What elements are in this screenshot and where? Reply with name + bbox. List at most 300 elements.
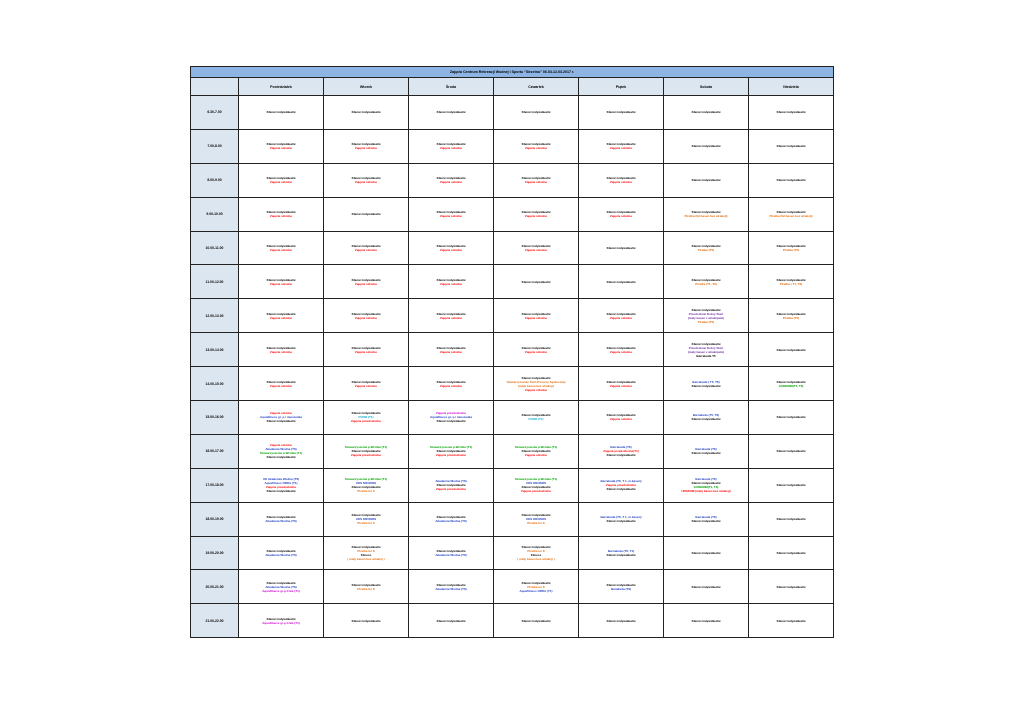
activity-entry: Akademia Wodna (T6) [435, 519, 467, 524]
activity-entry: Klienci indywidualni [266, 345, 296, 350]
activity-entry: Klienci indywidualni [521, 449, 551, 454]
activity-entry: Klienci indywidualni [776, 110, 806, 115]
schedule-cell [664, 197, 749, 231]
activity-entry: Zajęcia przedszkolne [435, 487, 466, 492]
activity-entry: Zajęcia szkolne [269, 443, 292, 448]
activity-entry: Klienci indywidualni [266, 379, 296, 384]
activity-entry: FOOD (T1) [528, 417, 544, 422]
activity-entry: Piratka (fal basen bez atrakcji) [769, 214, 813, 219]
activity-entry: Zajęcia szkolne [609, 417, 632, 422]
activity-entry: Klienci indywidualni [521, 244, 551, 248]
schedule-cell [239, 265, 324, 299]
schedule-cell [494, 367, 579, 401]
time-slot-label: 15.00-16.00 [191, 401, 239, 435]
activity-entry: Klienci indywidualni [266, 210, 296, 215]
activity-entry: Klienci indywidualni [521, 210, 551, 215]
schedule-cell [579, 604, 664, 638]
activity-entry: Klienci indywidualni [436, 244, 466, 248]
schedule-cell [409, 333, 494, 367]
activity-entry: Klienci indywidualni [436, 549, 466, 554]
activity-entry: Zajęcia szkolne [354, 180, 377, 185]
time-slot-label: 11.00-12.00 [191, 265, 239, 299]
schedule-cell [409, 502, 494, 536]
activity-entry: Klienci indywidualni [606, 176, 636, 181]
activity-entry: Klienci indywidualni [776, 415, 806, 420]
activity-entry: Klienci indywidualni [691, 307, 721, 312]
time-slot-label: 14.00-15.00 [191, 367, 239, 401]
schedule-cell [324, 129, 409, 163]
activity-entry: Klienci indywidualni [691, 178, 721, 183]
activity-entry: Zajęcia szkolne [524, 248, 547, 252]
time-slot-row [191, 434, 834, 468]
activity-entry: Klienci indywidualni [691, 481, 721, 486]
activity-entry: Klienci indywidualni [351, 212, 381, 217]
schedule-cell [409, 434, 494, 468]
activity-entry: Fitness [360, 553, 372, 558]
activity-entry: Klienci indywidualni [436, 483, 466, 488]
schedule-cell [749, 333, 834, 367]
day-header-thursday: Czwartek [494, 78, 579, 96]
schedule-cell [494, 265, 579, 299]
activity-entry: Barrakuda T5 [696, 353, 716, 358]
time-slot-label: 12.00-13.00 [191, 299, 239, 333]
activity-entry: Klienci indywidualni [606, 519, 636, 524]
schedule-cell [664, 434, 749, 468]
activity-entry: Barrakuda (T6) [695, 477, 717, 482]
schedule-cell [239, 197, 324, 231]
activity-entry: Klienci indywidualni [351, 485, 381, 490]
activity-entry: Klienci indywidualni [351, 379, 381, 384]
activity-entry: Zajęcia szkolne [354, 146, 377, 151]
time-slot-label: 6.30-7.00 [191, 96, 239, 130]
activity-entry: Klienci indywidualni [606, 246, 636, 250]
activity-entry: Klienci indywidualni [606, 279, 636, 284]
schedule-cell [664, 333, 749, 367]
activity-entry: Piratka ter 8 [357, 586, 375, 591]
title-row [191, 67, 834, 78]
schedule-cell [494, 231, 579, 265]
schedule-cell [664, 265, 749, 299]
activity-entry: Klienci indywidualni [606, 210, 636, 215]
activity-entry: Stowarzyszenie p.Wrotka (T1) [429, 445, 473, 450]
activity-entry: Klienci indywidualni [521, 413, 551, 418]
schedule-cell [239, 502, 324, 536]
activity-entry: Klienci indywidualni [606, 413, 636, 418]
activity-entry: Barrakuda (T6) [695, 515, 717, 520]
schedule-title: Zajęcia Centrum Rekreacji Wodnej i Sportu "Strzelnu" 06.03-12.03.2017 r. [191, 67, 834, 78]
activity-entry: Klienci indywidualni [691, 551, 721, 556]
schedule-table [190, 66, 834, 638]
activity-entry: Zajęcia szkolne [609, 349, 632, 354]
schedule-cell [324, 367, 409, 401]
schedule-cell [324, 434, 409, 468]
activity-entry: Klienci indywidualni [606, 345, 636, 350]
day-header-friday: Piątek [579, 78, 664, 96]
schedule-cell [579, 231, 664, 265]
schedule-cell [664, 231, 749, 265]
schedule-cell [324, 163, 409, 197]
schedule-cell [579, 163, 664, 197]
activity-entry: Klienci indywidualni [436, 618, 466, 623]
activity-entry: Zajęcia szkolne [524, 453, 547, 458]
schedule-body [191, 96, 834, 638]
schedule-cell [409, 570, 494, 604]
schedule-cell [664, 536, 749, 570]
activity-entry: Zajęcia szkolne [439, 281, 462, 286]
schedule-cell [579, 570, 664, 604]
day-header-monday: Poniedziałek [239, 78, 324, 96]
activity-entry: Klienci indywidualni [776, 483, 806, 488]
activity-entry: Aquafitness ORKA (T1) [519, 588, 553, 593]
activity-entry: Zajęcia przedszkolne [520, 489, 551, 494]
schedule-cell [409, 197, 494, 231]
activity-entry: Klienci indywidualni [606, 453, 636, 458]
activity-entry: Klienci indywidualni [266, 419, 296, 424]
activity-entry: Klienci indywidualni [776, 178, 806, 183]
activity-entry: Klienci indywidualni [606, 110, 636, 115]
activity-entry: Barrakuda (T6, T1) [607, 549, 635, 554]
activity-entry: Klienci indywidualni [351, 545, 381, 550]
activity-entry: UKS KRONOS [525, 481, 547, 486]
schedule-cell [494, 96, 579, 130]
schedule-cell [239, 536, 324, 570]
activity-entry: Fitness [530, 553, 542, 558]
time-slot-label: 21.00-22.00 [191, 604, 239, 638]
activity-entry: Klienci indywidualni [351, 449, 381, 454]
schedule-cell [409, 604, 494, 638]
activity-entry: Klienci indywidualni [266, 455, 296, 460]
schedule-cell [239, 468, 324, 502]
activity-entry: Klienci indywidualni [266, 277, 296, 282]
time-slot-label: 10.00-11.00 [191, 231, 239, 265]
activity-entry: Zajęcia szkolne [524, 387, 547, 392]
activity-entry: Klienci indywidualni [776, 144, 806, 149]
activity-entry: Aquafitness gr. p./ mieszanka [429, 415, 472, 420]
schedule-cell [579, 468, 664, 502]
schedule-cell [239, 367, 324, 401]
time-slot-label: 7.00-8.00 [191, 129, 239, 163]
day-header-tuesday: Wtorek [324, 78, 409, 96]
activity-entry: Klienci indywidualni [521, 375, 551, 380]
activity-entry: GUDEMBI(T1, T6) [693, 485, 719, 490]
schedule-cell [579, 197, 664, 231]
activity-entry: Klienci indywidualni [521, 176, 551, 181]
activity-entry: Klienci indywidualni [436, 515, 466, 520]
time-slot-row [191, 231, 834, 265]
activity-entry: Piratka (T5) [782, 315, 800, 320]
time-slot-row [191, 570, 834, 604]
activity-entry: Klienci indywidualni [691, 244, 721, 248]
schedule-cell [749, 434, 834, 468]
activity-entry: Zajęcia szkolne [269, 349, 292, 354]
activity-entry: Piratka (fal basen bez atrakcji) [684, 214, 728, 219]
schedule-cell [579, 536, 664, 570]
activity-entry: Aquafitness gr. p./ mieszanka [259, 415, 302, 420]
activity-entry: Zajęcia szkolne [354, 248, 377, 252]
activity-entry: Klienci indywidualni [521, 279, 551, 284]
schedule-cell [324, 570, 409, 604]
time-slot-row [191, 502, 834, 536]
schedule-cell [239, 333, 324, 367]
schedule-cell [664, 96, 749, 130]
activity-entry: Klienci indywidualni [266, 142, 296, 147]
schedule-cell [494, 163, 579, 197]
schedule-cell [664, 604, 749, 638]
activity-entry: Klienci indywidualni [776, 551, 806, 556]
activity-entry: Stowarzyszenie p.Wrotka (T1) [259, 451, 303, 456]
activity-entry: Zajęcia szkolne [439, 214, 462, 219]
activity-entry: Piratka (T1, T6) [695, 281, 717, 286]
schedule-cell [409, 299, 494, 333]
activity-entry: UK Akademia Wodna (T6) [262, 477, 300, 482]
activity-entry: Klienci indywidualni [521, 485, 551, 490]
schedule-cell [324, 401, 409, 435]
schedule-cell [324, 333, 409, 367]
activity-entry: Klienci indywidualni [776, 618, 806, 623]
activity-entry: Klienci indywidualni [776, 584, 806, 589]
time-slot-row [191, 367, 834, 401]
activity-entry: Klienci indywidualni [606, 311, 636, 316]
activity-entry: UKS KRONOS [355, 517, 377, 522]
schedule-cell [494, 197, 579, 231]
activity-entry: Stowarzyszenie p.Wrotka (T1) [344, 445, 388, 450]
activity-entry: Zajęcia przedszkolne [435, 453, 466, 458]
activity-entry: Zajęcia szkolne [609, 383, 632, 388]
activity-entry: Klienci indywidualni [436, 142, 466, 147]
activity-entry: Klienci indywidualni [266, 549, 296, 554]
activity-entry: Zajęcia szkolne [439, 248, 462, 252]
schedule-cell [579, 129, 664, 163]
day-header-row [191, 78, 834, 96]
schedule-cell [239, 163, 324, 197]
time-slot-row [191, 265, 834, 299]
activity-entry: (mały basen z atrakcjami) [687, 349, 725, 354]
schedule-cell [239, 299, 324, 333]
activity-entry: Akademia Wodna (T6) [265, 447, 297, 452]
activity-entry: Klienci indywidualni [436, 419, 466, 424]
activity-entry: Klienci indywidualni [266, 616, 296, 621]
activity-entry: UKS KRONOS [355, 481, 377, 486]
activity-entry: Zajęcia szkolne [439, 146, 462, 151]
activity-entry: Klienci indywidualni [691, 110, 721, 115]
activity-entry: Zajęcia szkolne [524, 349, 547, 354]
activity-entry: Klienci indywidualni [436, 379, 466, 384]
activity-entry: Zajęcia szkolne [524, 180, 547, 185]
activity-entry: Zajęcia szkolne [609, 146, 632, 151]
activity-entry: Klienci indywidualni [521, 513, 551, 518]
activity-entry: Przedszkole Dobry Start [688, 345, 724, 350]
schedule-cell [239, 401, 324, 435]
activity-entry: Klienci indywidualni [776, 210, 806, 215]
time-slot-row [191, 197, 834, 231]
schedule-cell [409, 129, 494, 163]
activity-entry: Klienci indywidualni [266, 176, 296, 181]
activity-entry: Klienci indywidualni [521, 618, 551, 623]
activity-entry: Klienci indywidualni [436, 582, 466, 587]
time-header-corner [191, 78, 239, 96]
activity-entry: Piratka ter 8 [357, 489, 375, 494]
activity-entry: Akademia Wodna (T6) [265, 519, 297, 524]
schedule-cell [324, 96, 409, 130]
time-slot-label: 17.00-18.00 [191, 468, 239, 502]
activity-entry: Piratka ter 8 [527, 584, 545, 589]
activity-entry: Klienci indywidualni [776, 347, 806, 352]
activity-entry: Klienci indywidualni [691, 383, 721, 388]
activity-entry: Zajęcia szkolne [354, 281, 377, 286]
time-slot-row [191, 96, 834, 130]
schedule-cell [749, 367, 834, 401]
activity-entry: Klienci indywidualni [436, 210, 466, 215]
schedule-cell [324, 468, 409, 502]
activity-entry: Zajęcia szkolne [269, 281, 292, 286]
schedule-cell [664, 367, 749, 401]
day-header-saturday: Sobota [664, 78, 749, 96]
activity-entry: Klienci indywidualni [436, 345, 466, 350]
activity-entry: Zajęcia szkolne [269, 383, 292, 388]
activity-entry: Akademia Wodna (T6) [435, 553, 467, 558]
activity-entry: Zajęcia szkolne [439, 383, 462, 388]
time-slot-row [191, 604, 834, 638]
schedule-cell [579, 434, 664, 468]
time-slot-label: 16.00-17.00 [191, 434, 239, 468]
activity-entry: Zajęcia szkolne [354, 315, 377, 320]
schedule-cell [239, 231, 324, 265]
activity-entry: Klienci indywidualni [436, 277, 466, 282]
activity-entry: Klienci indywidualni [606, 142, 636, 147]
schedule-cell [749, 570, 834, 604]
schedule-cell [749, 604, 834, 638]
activity-entry: Barrakuda (T5, T6) [692, 413, 720, 418]
activity-entry: Zajęcia szkolne [524, 146, 547, 151]
activity-entry: Klienci indywidualni [521, 110, 551, 115]
activity-entry: Stowarzyszenie p.Wrotka (T1) [514, 477, 558, 482]
activity-entry: Piratka ter 8 [357, 549, 375, 554]
schedule-cell [579, 333, 664, 367]
schedule-cell [494, 434, 579, 468]
day-header-sunday: Niedziela [749, 78, 834, 96]
activity-entry: Klienci indywidualni [691, 341, 721, 346]
activity-entry: Klienci indywidualni [351, 110, 381, 115]
activity-entry: Zajęcia przedszkolne [605, 483, 636, 488]
activity-entry: Klienci indywidualni [266, 244, 296, 248]
activity-entry: Klienci indywidualni [436, 449, 466, 454]
activity-entry: Klienci indywidualni [776, 449, 806, 454]
activity-entry: Klienci indywidualni [521, 580, 551, 585]
schedule-cell [494, 129, 579, 163]
activity-entry: Klienci indywidualni [351, 513, 381, 518]
schedule-cell [749, 265, 834, 299]
time-slot-row [191, 536, 834, 570]
activity-entry: Piratka (T5) [782, 248, 800, 252]
activity-entry: Zajęcia przedszkolne [350, 453, 381, 458]
schedule-cell [579, 367, 664, 401]
time-slot-row [191, 129, 834, 163]
activity-entry: Akademia Wodna (T6) [435, 479, 467, 484]
activity-entry: Klienci indywidualni [691, 451, 721, 456]
time-slot-label: 8.00-9.00 [191, 163, 239, 197]
schedule-cell [409, 367, 494, 401]
activity-entry: Klienci indywidualni [521, 142, 551, 147]
schedule-cell [749, 231, 834, 265]
activity-entry: Klienci indywidualni [351, 176, 381, 181]
schedule-cell [494, 401, 579, 435]
schedule-cell [409, 96, 494, 130]
activity-entry: Zajęcia szkolne [269, 214, 292, 219]
schedule-cell [324, 502, 409, 536]
schedule-cell [409, 163, 494, 197]
schedule-cell [749, 129, 834, 163]
activity-entry: Klienci indywidualni [351, 142, 381, 147]
activity-entry: Zajęcia szkolne [524, 214, 547, 219]
day-header-wednesday: Środa [409, 78, 494, 96]
time-slot-label: 13.00-14.00 [191, 333, 239, 367]
activity-entry: Klienci indywidualni [776, 517, 806, 522]
schedule-cell [494, 536, 579, 570]
activity-entry: Klienci indywidualni [436, 176, 466, 181]
activity-entry: Stowarzyszenie Stoń Pomocy Społecznej [506, 379, 566, 384]
schedule-cell [579, 401, 664, 435]
schedule-cell [494, 604, 579, 638]
activity-entry: Klienci indywidualni [436, 311, 466, 316]
schedule-cell [579, 299, 664, 333]
schedule-cell [324, 231, 409, 265]
schedule-cell [749, 502, 834, 536]
activity-entry: Piratka (T5) [697, 319, 715, 324]
activity-entry: Zajęcia przedszkolne(T1) [603, 449, 639, 454]
activity-entry: Zajęcia przedszkolne [350, 419, 381, 424]
activity-entry: Klienci indywidualni [691, 210, 721, 215]
activity-entry: Klienci indywidualni [266, 489, 296, 494]
schedule-cell [664, 129, 749, 163]
activity-entry: Akademia Wodna (T6) [265, 584, 297, 589]
activity-entry: Barakuda (T6) [610, 586, 631, 591]
activity-entry: Zajęcia szkolne [269, 180, 292, 185]
activity-entry: ( mały basen bez atrakcji ) [517, 557, 555, 562]
time-slot-row [191, 401, 834, 435]
schedule-cell [239, 570, 324, 604]
schedule-cell [579, 96, 664, 130]
schedule-cell [664, 163, 749, 197]
schedule-cell [749, 197, 834, 231]
activity-entry: Klienci indywidualni [351, 244, 381, 248]
schedule-cell [324, 197, 409, 231]
schedule-cell [749, 468, 834, 502]
activity-entry: Klienci indywidualni [606, 487, 636, 492]
time-slot-label: 20.00-21.00 [191, 570, 239, 604]
activity-entry: Zajęcia szkolne [354, 383, 377, 388]
time-slot-label: 19.00-20.00 [191, 536, 239, 570]
activity-entry: GUDEMBI(T5, T6) [778, 383, 804, 388]
time-slot-row [191, 163, 834, 197]
activity-entry: Klienci indywidualni [691, 519, 721, 524]
activity-entry: Zajęcia szkolne [269, 315, 292, 320]
activity-entry: Barrakuda (T6) [695, 447, 717, 452]
schedule-cell [494, 333, 579, 367]
activity-entry: Klienci indywidualni [691, 584, 721, 589]
schedule-cell [494, 502, 579, 536]
schedule-cell [749, 163, 834, 197]
time-slot-label: 9.00-10.00 [191, 197, 239, 231]
activity-entry: Zajęcia szkolne [524, 315, 547, 320]
activity-entry: Klienci indywidualni [691, 417, 721, 422]
activity-entry: Klienci indywidualni [521, 345, 551, 350]
activity-entry: Klienci indywidualni [776, 311, 806, 316]
activity-entry: Zajęcia szkolne [269, 411, 292, 416]
activity-entry: Klienci indywidualni [606, 582, 636, 587]
schedule-cell [664, 468, 749, 502]
time-slot-row [191, 299, 834, 333]
activity-entry: Zajęcia szkolne [439, 349, 462, 354]
